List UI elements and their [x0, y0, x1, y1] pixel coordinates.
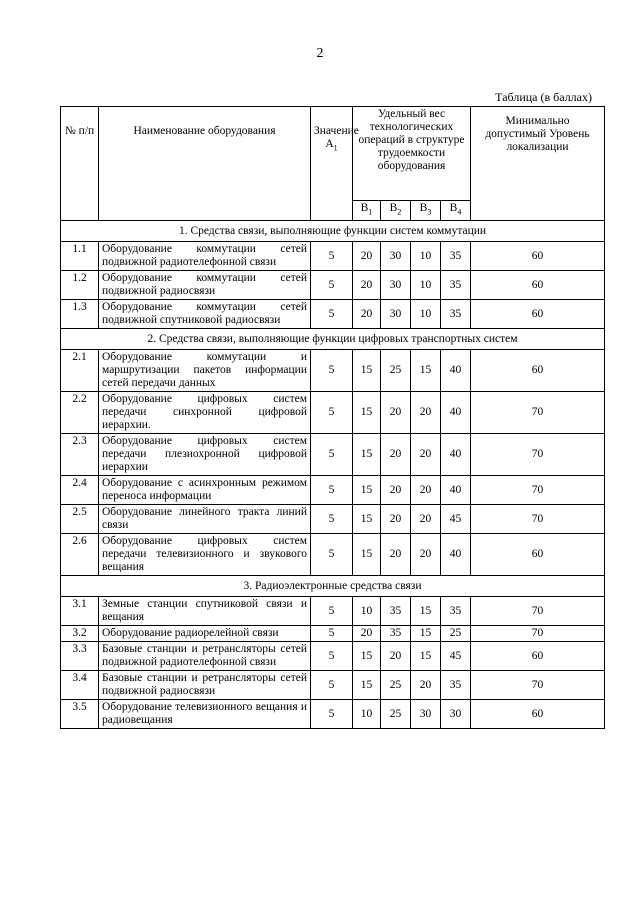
cell-name: Оборудование линейного тракта линий связи [99, 505, 311, 534]
cell-num: 1.1 [61, 242, 99, 271]
cell-min: 70 [471, 476, 605, 505]
cell-b3: 20 [411, 392, 441, 434]
cell-a1: 5 [311, 271, 353, 300]
cell-min: 60 [471, 350, 605, 392]
cell-b1: 15 [353, 350, 381, 392]
section-title: 1. Средства связи, выполняющие функции систем коммутации [61, 221, 605, 242]
cell-a1: 5 [311, 434, 353, 476]
cell-b1: 20 [353, 300, 381, 329]
header-a1-label: Значение А [314, 125, 359, 150]
cell-min: 70 [471, 597, 605, 626]
cell-min: 70 [471, 626, 605, 642]
cell-b2: 25 [381, 671, 411, 700]
table-row [61, 505, 605, 534]
cell-b4: 40 [441, 534, 471, 576]
cell-num: 3.5 [61, 700, 99, 729]
cell-num: 3.1 [61, 597, 99, 626]
cell-name: Базовые станции и ретрансляторы сетей подвижной радиосвязи [99, 671, 311, 700]
cell-b3: 20 [411, 671, 441, 700]
cell-b4: 30 [441, 700, 471, 729]
cell-b1: 10 [353, 597, 381, 626]
header-b2-sub: 2 [397, 207, 402, 217]
cell-b3: 20 [411, 476, 441, 505]
cell-min: 60 [471, 271, 605, 300]
cell-num: 2.5 [61, 505, 99, 534]
cell-b3: 20 [411, 534, 441, 576]
header-a1-sub: 1 [333, 143, 338, 153]
cell-b4: 45 [441, 505, 471, 534]
cell-b1: 20 [353, 242, 381, 271]
cell-b1: 15 [353, 434, 381, 476]
cell-b3: 15 [411, 597, 441, 626]
cell-min: 60 [471, 534, 605, 576]
cell-b1: 15 [353, 392, 381, 434]
cell-min: 70 [471, 434, 605, 476]
cell-b1: 15 [353, 642, 381, 671]
table-row [61, 626, 605, 642]
table-row [61, 700, 605, 729]
cell-b3: 20 [411, 505, 441, 534]
cell-b2: 20 [381, 642, 411, 671]
cell-b1: 15 [353, 476, 381, 505]
localization-table [60, 106, 605, 729]
section-row [61, 221, 605, 242]
cell-b2: 20 [381, 434, 411, 476]
cell-num: 3.2 [61, 626, 99, 642]
cell-b3: 15 [411, 626, 441, 642]
cell-a1: 5 [311, 350, 353, 392]
header-b3 [411, 201, 441, 221]
cell-name: Оборудование цифровых систем передачи синхронной цифровой иерархии. [99, 392, 311, 434]
table-header [61, 107, 605, 221]
header-b3-sub: 3 [427, 207, 432, 217]
header-b2-label: В [389, 202, 398, 214]
cell-name: Оборудование коммутации сетей подвижной радиосвязи [99, 271, 311, 300]
cell-b2: 30 [381, 242, 411, 271]
cell-b2: 30 [381, 271, 411, 300]
table-row [61, 350, 605, 392]
table-row [61, 534, 605, 576]
cell-num: 2.2 [61, 392, 99, 434]
cell-b3: 15 [411, 350, 441, 392]
cell-b2: 30 [381, 300, 411, 329]
cell-b3: 10 [411, 271, 441, 300]
cell-b2: 20 [381, 534, 411, 576]
table-row [61, 392, 605, 434]
cell-b1: 20 [353, 626, 381, 642]
header-b4 [441, 201, 471, 221]
cell-b2: 35 [381, 597, 411, 626]
header-name: Наименование оборудования [99, 107, 311, 221]
table-caption: Таблица (в баллах) [495, 90, 592, 104]
header-b2 [381, 201, 411, 221]
header-b1 [353, 201, 381, 221]
table-row [61, 597, 605, 626]
cell-min: 70 [471, 671, 605, 700]
page-number: 2 [316, 46, 324, 61]
table-row [61, 242, 605, 271]
table-row [61, 476, 605, 505]
cell-b2: 35 [381, 626, 411, 642]
cell-a1: 5 [311, 534, 353, 576]
header-b4-sub: 4 [457, 207, 462, 217]
cell-min: 60 [471, 700, 605, 729]
table-row [61, 434, 605, 476]
cell-b3: 10 [411, 300, 441, 329]
cell-b2: 20 [381, 505, 411, 534]
cell-a1: 5 [311, 597, 353, 626]
cell-a1: 5 [311, 476, 353, 505]
cell-b1: 15 [353, 505, 381, 534]
cell-name: Оборудование телевизионного вещания и радиовещания [99, 700, 311, 729]
cell-num: 3.4 [61, 671, 99, 700]
cell-min: 70 [471, 505, 605, 534]
cell-a1: 5 [311, 242, 353, 271]
cell-b4: 40 [441, 434, 471, 476]
cell-num: 1.2 [61, 271, 99, 300]
cell-num: 2.6 [61, 534, 99, 576]
table-row [61, 671, 605, 700]
cell-name: Оборудование коммутации сетей подвижной спутниковой радиосвязи [99, 300, 311, 329]
header-a1 [311, 107, 359, 221]
cell-b4: 35 [441, 597, 471, 626]
table-row [61, 271, 605, 300]
cell-b3: 30 [411, 700, 441, 729]
header-b4-label: В [449, 202, 458, 214]
cell-b2: 20 [381, 476, 411, 505]
cell-b4: 35 [441, 300, 471, 329]
cell-a1: 5 [311, 626, 353, 642]
cell-name: Оборудование радиорелейной связи [99, 626, 311, 642]
cell-a1: 5 [311, 671, 353, 700]
cell-b3: 20 [411, 434, 441, 476]
cell-b2: 25 [381, 350, 411, 392]
header-b1-label: В [360, 202, 369, 214]
header-min-level: Минимально допустимый Уровень локализации [471, 107, 605, 221]
cell-num: 2.3 [61, 434, 99, 476]
cell-b1: 20 [353, 271, 381, 300]
cell-a1: 5 [311, 700, 353, 729]
cell-b4: 35 [441, 271, 471, 300]
cell-b1: 10 [353, 700, 381, 729]
cell-name: Оборудование цифровых систем передачи телевизионного и звукового вещания [99, 534, 311, 576]
cell-b1: 15 [353, 534, 381, 576]
cell-min: 60 [471, 642, 605, 671]
cell-num: 1.3 [61, 300, 99, 329]
cell-name: Земные станции спутниковой связи и вещания [99, 597, 311, 626]
cell-name: Оборудование с асинхронным режимом переноса информации [99, 476, 311, 505]
cell-b2: 25 [381, 700, 411, 729]
header-num: № п/п [61, 107, 99, 221]
cell-b3: 10 [411, 242, 441, 271]
cell-min: 60 [471, 300, 605, 329]
cell-b2: 20 [381, 392, 411, 434]
cell-name: Оборудование коммутации сетей подвижной радиотелефонной связи [99, 242, 311, 271]
section-title: 3. Радиоэлектронные средства связи [61, 576, 605, 597]
cell-b4: 40 [441, 350, 471, 392]
cell-b4: 40 [441, 392, 471, 434]
header-b1-sub: 1 [368, 207, 373, 217]
cell-b4: 45 [441, 642, 471, 671]
section-row [61, 329, 605, 350]
cell-b4: 35 [441, 671, 471, 700]
cell-min: 70 [471, 392, 605, 434]
cell-num: 2.1 [61, 350, 99, 392]
cell-b1: 15 [353, 671, 381, 700]
cell-a1: 5 [311, 642, 353, 671]
cell-b3: 15 [411, 642, 441, 671]
table-body [61, 221, 605, 729]
cell-num: 3.3 [61, 642, 99, 671]
cell-b4: 25 [441, 626, 471, 642]
cell-min: 60 [471, 242, 605, 271]
cell-b4: 40 [441, 476, 471, 505]
section-row [61, 576, 605, 597]
cell-b4: 35 [441, 242, 471, 271]
cell-name: Оборудование цифровых систем передачи плезиохронной цифровой иерархии [99, 434, 311, 476]
table-row [61, 642, 605, 671]
table-row [61, 300, 605, 329]
cell-name: Базовые станции и ретрансляторы сетей подвижной радиотелефонной связи [99, 642, 311, 671]
section-title: 2. Средства связи, выполняющие функции цифровых транспортных систем [61, 329, 605, 350]
cell-a1: 5 [311, 505, 353, 534]
cell-num: 2.4 [61, 476, 99, 505]
header-weight: Удельный вес технологических операций в структуре трудоемкости оборудования [353, 107, 471, 201]
header-b3-label: В [419, 202, 428, 214]
cell-name: Оборудование коммутации и маршрутизации пакетов информации сетей передачи данных [99, 350, 311, 392]
cell-a1: 5 [311, 392, 353, 434]
cell-a1: 5 [311, 300, 353, 329]
